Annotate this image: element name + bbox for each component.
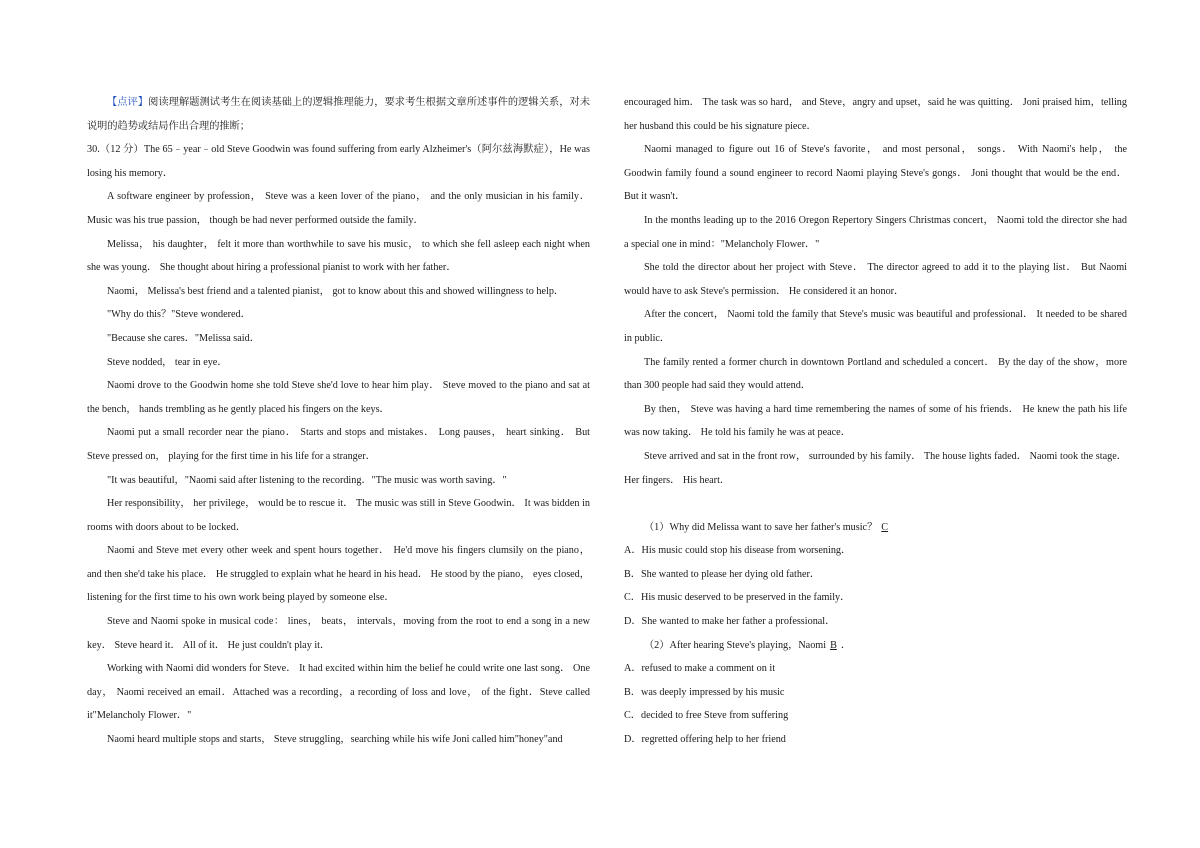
- passage-paragraph: Melissa， his daughter， felt it more than worthwhile to save his music， to which she fell asleep each night when she was young． She thought about hiring a professional pianist to work with her father．: [87, 238, 590, 274]
- passage-paragraph: Naomi， Melissa's best friend and a talented pianist， got to know about this and showed willingness to help．: [107, 285, 565, 297]
- question-30-intro: [87, 138, 590, 185]
- answer-option: D．regretted offering help to her friend: [624, 734, 786, 746]
- spacer: [624, 492, 1127, 516]
- passage-paragraph: "Because she cares．"Melissa said．: [107, 332, 260, 344]
- passage-paragraph: In the months leading up to the 2016 Oregon Repertory Singers Christmas concert， Naomi told the director she had a special one in mind："Melancholy Flower．": [624, 214, 1127, 250]
- question-2-stem-end: ．: [840, 639, 852, 651]
- question-stem: [624, 516, 1127, 540]
- answer-option: C．His music deserved to be preserved in the family．: [624, 592, 851, 604]
- passage-paragraph: The 65﹣year﹣old Steve Goodwin was found suffering from early Alzheimer's（阿尔兹海默症），He was losing his memory．: [87, 144, 591, 179]
- left-column: [87, 91, 590, 752]
- passage-paragraph: "Why do this？"Steve wondered．: [107, 309, 251, 321]
- comment-tag: 【点评】: [107, 97, 149, 108]
- answer-blank: B: [830, 639, 837, 651]
- passage-paragraph: Steve arrived and sat in the front row， surrounded by his family． The house lights faded． Naomi took the stage． Her fingers． His heart．: [624, 450, 1127, 486]
- passage-paragraph: Steve and Naomi spoke in musical code： lines， beats， intervals，moving from the root to end a song in a new key． Steve heard it． All of it． He just couldn't play it．: [87, 616, 590, 651]
- answer-option: C．decided to free Steve from suffering: [624, 710, 789, 722]
- passage-paragraph: After the concert， Naomi told the family that Steve's music was beautiful and professional． It needed to be shared in public．: [624, 309, 1127, 344]
- question-1-stem: （1）Why did Melissa want to save her father's music？: [644, 521, 878, 533]
- passage-paragraph: Naomi and Steve met every other week and spent hours together． He'd move his fingers clumsily on the piano， and then she'd take his place． He struggled to explain what he heard in his head． He stood by the piano， eyes closed， listening for the first time to his own work being played by someone else．: [87, 545, 590, 604]
- passage-paragraph: She told the director about her project with Steve． The director agreed to add it to the playing list． But Naomi would have to ask Steve's permission． He considered it an honor．: [624, 262, 1127, 297]
- question-number: 30.: [87, 144, 100, 156]
- question-stem: [624, 634, 1127, 658]
- passage-paragraph: Naomi heard multiple stops and starts， Steve struggling，searching while his wife Joni called him"honey"and: [107, 734, 563, 746]
- passage-paragraph: Naomi managed to figure out 16 of Steve's favorite， and most personal， songs． With Naomi's help， the Goodwin family found a sound engineer to record Naomi playing Steve's gongs． Joni thought that would be the end． But it wasn't．: [624, 144, 1127, 203]
- answer-option: A．refused to make a comment on it: [624, 663, 776, 675]
- answer-option: A．His music could stop his disease from worsening．: [624, 545, 852, 557]
- comment-paragraph: [87, 91, 590, 138]
- right-column: [624, 91, 1127, 752]
- question-points: （12 分）: [99, 144, 144, 156]
- answer-option: B．was deeply impressed by his music: [624, 686, 785, 698]
- answer-blank: C: [881, 521, 889, 533]
- passage-paragraph: "It was beautiful，"Naomi said after listening to the recording．"The music was worth saving．": [107, 474, 507, 486]
- passage-paragraph: Steve nodded， tear in eye．: [107, 356, 228, 368]
- passage-continuation: encouraged him． The task was so hard， and Steve，angry and upset，said he was quitting． Joni praised him，telling her husband this could be his signature piece．: [624, 97, 1127, 132]
- passage-paragraph: By then， Steve was having a hard time remembering the names of some of his friends． He knew the path his life was now taking． He told his family he was at peace．: [624, 403, 1127, 439]
- passage-paragraph: Naomi put a small recorder near the piano． Starts and stops and mistakes． Long pauses， heart sinking． But Steve pressed on， playing for the first time in his life for a stranger．: [87, 427, 590, 462]
- question-2-stem: （2）After hearing Steve's playing，Naomi: [644, 639, 827, 651]
- passage-paragraph: Her responsibility， her privilege， would be to rescue it． The music was still in Steve Goodwin． It was bidden in rooms with doors about to be locked．: [87, 498, 590, 533]
- passage-paragraph: A software engineer by profession， Steve was a keen lover of the piano， and the only musician in his family． Music was his true passion， though be had never performed outside the family．: [87, 191, 590, 226]
- passage-paragraph: The family rented a former church in downtown Portland and scheduled a concert． By the day of the show，more than 300 people had said they would attend．: [624, 356, 1127, 392]
- answer-option: B．She wanted to please her dying old father．: [624, 568, 821, 580]
- passage-paragraph: Working with Naomi did wonders for Steve． It had excited within him the belief he could write one last song． One day， Naomi received an email．Attached was a recording，a recording of loss and love， of the fight．Steve called it"Melancholy Flower．": [87, 663, 590, 722]
- answer-option: D．She wanted to make her father a professional．: [624, 616, 836, 628]
- passage-paragraph: Naomi drove to the Goodwin home she told Steve she'd love to hear him play． Steve moved to the piano and sat at the bench， hands trembling as he gently placed his fingers on the keys．: [87, 380, 590, 415]
- comment-text: 阅读理解题测试考生在阅读基础上的逻辑推理能力，要求考生根据文章所述事件的逻辑关系，对未说明的趋势或结局作出合理的推断；: [87, 97, 591, 132]
